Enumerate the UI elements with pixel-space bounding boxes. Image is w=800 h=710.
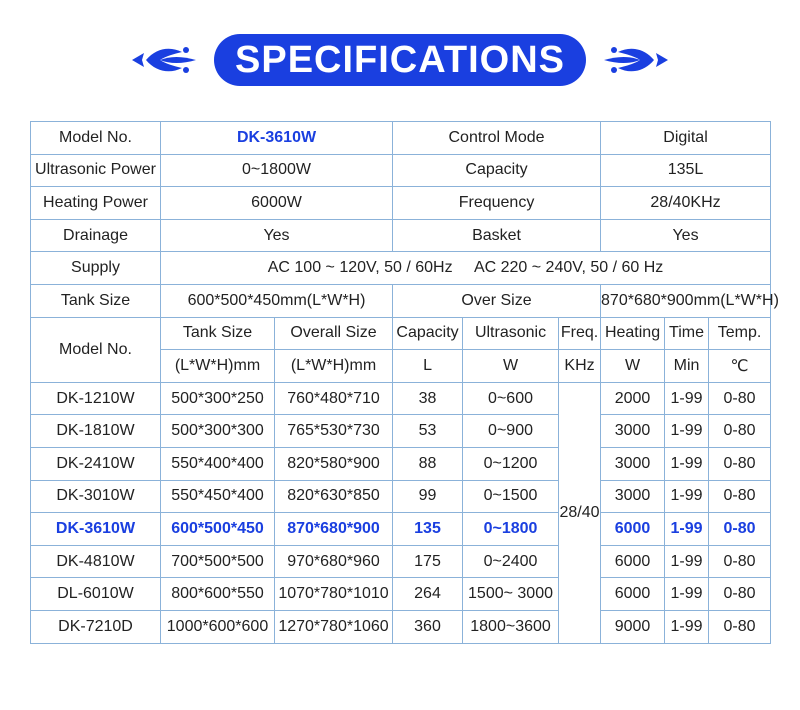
unit-label: (L*W*H)mm [275,350,393,383]
spec-label: Model No. [31,122,161,155]
column-header: Overall Size [275,317,393,350]
right-flourish-icon [600,42,670,78]
cell-ultrasonic: 1800~3600 [463,610,559,643]
table-row [31,415,771,448]
cell-tank: 550*450*400 [161,480,275,513]
spec-label: Tank Size [31,284,161,317]
cell-ultrasonic: 0~2400 [463,545,559,578]
cell-capacity: 175 [393,545,463,578]
table-row [31,382,771,415]
column-header: Capacity [393,317,463,350]
cell-time: 1-99 [665,578,709,611]
cell-temp: 0-80 [709,447,771,480]
cell-ultrasonic: 0~1200 [463,447,559,480]
cell-time: 1-99 [665,513,709,546]
cell-time: 1-99 [665,447,709,480]
cell-capacity: 135 [393,513,463,546]
cell-overall: 1270*780*1060 [275,610,393,643]
cell-tank: 500*300*250 [161,382,275,415]
column-header: Model No. [31,317,161,382]
unit-label: W [463,350,559,383]
cell-temp: 0-80 [709,578,771,611]
cell-model: DK-4810W [31,545,161,578]
cell-heating: 6000 [601,578,665,611]
cell-heating: 3000 [601,415,665,448]
cell-model: DK-1810W [31,415,161,448]
table-row [31,578,771,611]
cell-heating: 6000 [601,545,665,578]
spec-value: Digital [601,122,771,155]
cell-tank: 800*600*550 [161,578,275,611]
cell-time: 1-99 [665,610,709,643]
spec-value: Yes [601,219,771,252]
spec-value: 870*680*900mm(L*W*H) [601,284,771,317]
table-row [31,610,771,643]
cell-model: DK-2410W [31,447,161,480]
cell-tank: 1000*600*600 [161,610,275,643]
cell-model: DL-6010W [31,578,161,611]
unit-label: Min [665,350,709,383]
spec-model-value: DK-3610W [161,122,393,155]
cell-ultrasonic: 0~900 [463,415,559,448]
cell-model: DK-1210W [31,382,161,415]
cell-heating: 2000 [601,382,665,415]
cell-tank: 600*500*450 [161,513,275,546]
cell-overall: 820*630*850 [275,480,393,513]
spec-value: 135L [601,154,771,187]
spec-label: Ultrasonic Power [31,154,161,187]
spec-row-heating [31,187,771,220]
cell-tank: 500*300*300 [161,415,275,448]
cell-heating: 3000 [601,480,665,513]
cell-temp: 0-80 [709,545,771,578]
cell-capacity: 38 [393,382,463,415]
cell-heating: 6000 [601,513,665,546]
spec-value: Yes [161,219,393,252]
cell-temp: 0-80 [709,415,771,448]
cell-model: DK-3610W [31,513,161,546]
cell-ultrasonic: 0~600 [463,382,559,415]
left-flourish-icon [130,42,200,78]
models-header-row [31,317,771,350]
spec-label: Supply [31,252,161,285]
cell-overall: 820*580*900 [275,447,393,480]
cell-overall: 1070*780*1010 [275,578,393,611]
cell-time: 1-99 [665,382,709,415]
specifications-table [30,121,779,644]
spec-label: Capacity [393,154,601,187]
spec-value: 28/40KHz [601,187,771,220]
unit-label: KHz [559,350,601,383]
spec-row-tank [31,284,771,317]
cell-temp: 0-80 [709,513,771,546]
spec-row-model [31,122,771,155]
cell-frequency: 28/40 [559,382,601,643]
cell-time: 1-99 [665,545,709,578]
cell-tank: 550*400*400 [161,447,275,480]
spec-label: Basket [393,219,601,252]
unit-label: (L*W*H)mm [161,350,275,383]
spec-value: 6000W [161,187,393,220]
cell-heating: 9000 [601,610,665,643]
cell-heating: 3000 [601,447,665,480]
spec-label: Frequency [393,187,601,220]
table-row [31,480,771,513]
cell-temp: 0-80 [709,610,771,643]
cell-overall: 765*530*730 [275,415,393,448]
spec-label: Over Size [393,284,601,317]
spec-label: Heating Power [31,187,161,220]
spec-value: AC 100 ~ 120V, 50 / 60Hz AC 220 ~ 240V, 50 / 60 Hz [161,252,771,285]
cell-temp: 0-80 [709,480,771,513]
spec-row-supply [31,252,771,285]
cell-tank: 700*500*500 [161,545,275,578]
spec-value: 0~1800W [161,154,393,187]
cell-capacity: 99 [393,480,463,513]
cell-overall: 760*480*710 [275,382,393,415]
cell-capacity: 88 [393,447,463,480]
spec-label: Control Mode [393,122,601,155]
spec-row-ultrasonic [31,154,771,187]
table-row [31,447,771,480]
column-header: Ultrasonic [463,317,559,350]
table-row-highlighted [31,513,771,546]
cell-temp: 0-80 [709,382,771,415]
column-header: Tank Size [161,317,275,350]
cell-ultrasonic: 0~1800 [463,513,559,546]
cell-time: 1-99 [665,480,709,513]
spec-value: 600*500*450mm(L*W*H) [161,284,393,317]
unit-label: ℃ [709,350,771,383]
spec-row-drainage [31,219,771,252]
cell-model: DK-3010W [31,480,161,513]
cell-ultrasonic: 1500~ 3000 [463,578,559,611]
cell-ultrasonic: 0~1500 [463,480,559,513]
column-header: Time [665,317,709,350]
cell-overall: 870*680*900 [275,513,393,546]
column-header: Temp. [709,317,771,350]
cell-time: 1-99 [665,415,709,448]
cell-model: DK-7210D [31,610,161,643]
column-header: Freq. [559,317,601,350]
cell-capacity: 53 [393,415,463,448]
title-banner [0,30,800,90]
table-row [31,545,771,578]
page-title: SPECIFICATIONS [214,34,586,86]
column-header: Heating [601,317,665,350]
cell-capacity: 264 [393,578,463,611]
spec-label: Drainage [31,219,161,252]
unit-label: W [601,350,665,383]
cell-capacity: 360 [393,610,463,643]
unit-label: L [393,350,463,383]
cell-overall: 970*680*960 [275,545,393,578]
